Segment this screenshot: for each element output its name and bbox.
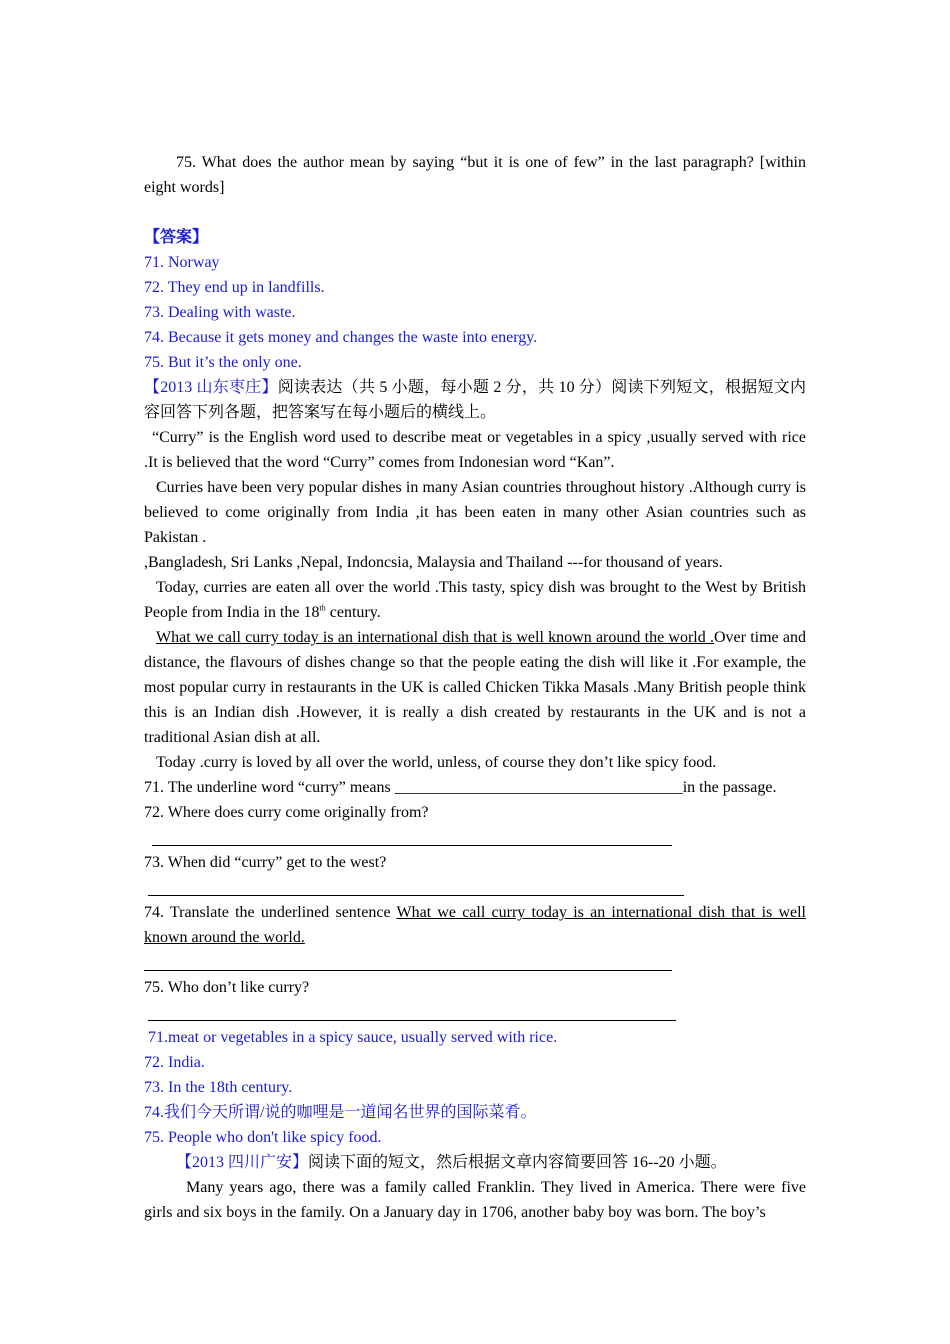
question-75-previous: 75. What does the author mean by saying “but it is one of few” in the last paragraph? [within eight words]	[144, 154, 806, 196]
section-header-guangan	[144, 1150, 806, 1175]
question-71	[144, 775, 806, 800]
key-answer-72: 72. India.	[144, 1054, 205, 1071]
passage-paragraph-3	[144, 575, 806, 625]
q71-text-end: in the passage.	[682, 779, 777, 796]
key-answer-74: 74.我们今天所谓/说的咖哩是一道闻名世界的国际菜肴。	[144, 1104, 537, 1121]
instructions-guangan: 阅读下面的短文，然后根据文章内容简要回答 16--20 小题。	[308, 1154, 727, 1171]
passage-paragraph-5: Today .curry is loved by all over the world, unless, of course they don’t like spicy food.	[156, 754, 717, 771]
answer-line-72	[144, 825, 806, 850]
franklin-paragraph-1: Many years ago, there was a family called Franklin. They lived in America. There were five girls and six boys in the family. On a January day in 1706, another baby boy was born. The boy’s	[144, 1179, 806, 1221]
answer-heading: 【答案】	[144, 229, 209, 246]
answer-line-73	[144, 875, 806, 900]
key-answer-75: 75. People who don't like spicy food.	[144, 1129, 382, 1146]
answer-72: 72. They end up in landfills.	[144, 279, 325, 296]
document-page	[144, 150, 806, 1225]
key-answer-73: 73. In the 18th century.	[144, 1079, 293, 1096]
para3-text-end: century.	[325, 604, 381, 621]
underlined-sentence: What we call curry today is an international dish that is well known around the world .	[156, 629, 714, 646]
passage-paragraph-2b: ,Bangladesh, Sri Lanks ,Nepal, Indoncsia, Malaysia and Thailand ---for thousand of years.	[144, 554, 723, 571]
q74-underlined: What we call curry today is an international dish that is well known around the world.	[144, 904, 807, 946]
para3-superscript: th	[319, 603, 326, 613]
q74-text: 74. Translate the underlined sentence	[144, 904, 397, 921]
source-tag-guangan: 【2013 四川广安】	[176, 1154, 309, 1171]
spacer	[144, 200, 806, 225]
answer-73: 73. Dealing with waste.	[144, 304, 296, 321]
answer-line-75	[144, 1000, 806, 1025]
passage-paragraph-1: “Curry” is the English word used to describe meat or vegetables in a spicy ,usually served with rice .It is believed that the word “Curry” comes from Indonesian word “Kan”.	[144, 429, 806, 471]
question-74	[144, 900, 806, 950]
para3-text: Today, curries are eaten all over the world .This tasty, spicy dish was brought to the West by British People from India in the 18	[144, 579, 806, 621]
key-answer-71: 71.meat or vegetables in a spicy sauce, usually served with rice.	[148, 1029, 558, 1046]
answer-75: 75. But it’s the only one.	[144, 354, 302, 371]
question-72: 72. Where does curry come originally from?	[144, 804, 429, 821]
passage-paragraph-4	[144, 625, 806, 750]
section-header-zaozhuang	[144, 375, 806, 425]
question-73: 73. When did “curry” get to the west?	[144, 854, 387, 871]
question-75: 75. Who don’t like curry?	[144, 979, 310, 996]
instructions: 阅读表达（共 5 小题，每小题 2 分，共 10 分）阅读下列短文，根据短文内容回答下列各题，把答案写在每小题后的横线上。	[144, 379, 806, 421]
passage-paragraph-2: Curries have been very popular dishes in many Asian countries throughout history .Although curry is believed to come originally from India ,it has been eaten in many other Asian countries such as Pakistan .	[144, 479, 806, 546]
answer-71: 71. Norway	[144, 254, 220, 271]
answer-74: 74. Because it gets money and changes the waste into energy.	[144, 329, 538, 346]
source-tag: 【2013 山东枣庄】	[144, 379, 278, 396]
q71-blank: ____________________________________	[394, 779, 683, 796]
para4-rest: Over time and distance, the flavours of dishes change so that the people eating the dish will like it .For example, the most popular curry in restaurants in the UK is called Chicken Tikka Masals .Many British people think this is an Indian dish .However, it is really a dish created by restaurants in the UK and is not a traditional Asian dish at all.	[144, 629, 806, 746]
q71-text: 71. The underline word “curry” means	[144, 779, 395, 796]
answer-line-74	[144, 950, 806, 975]
